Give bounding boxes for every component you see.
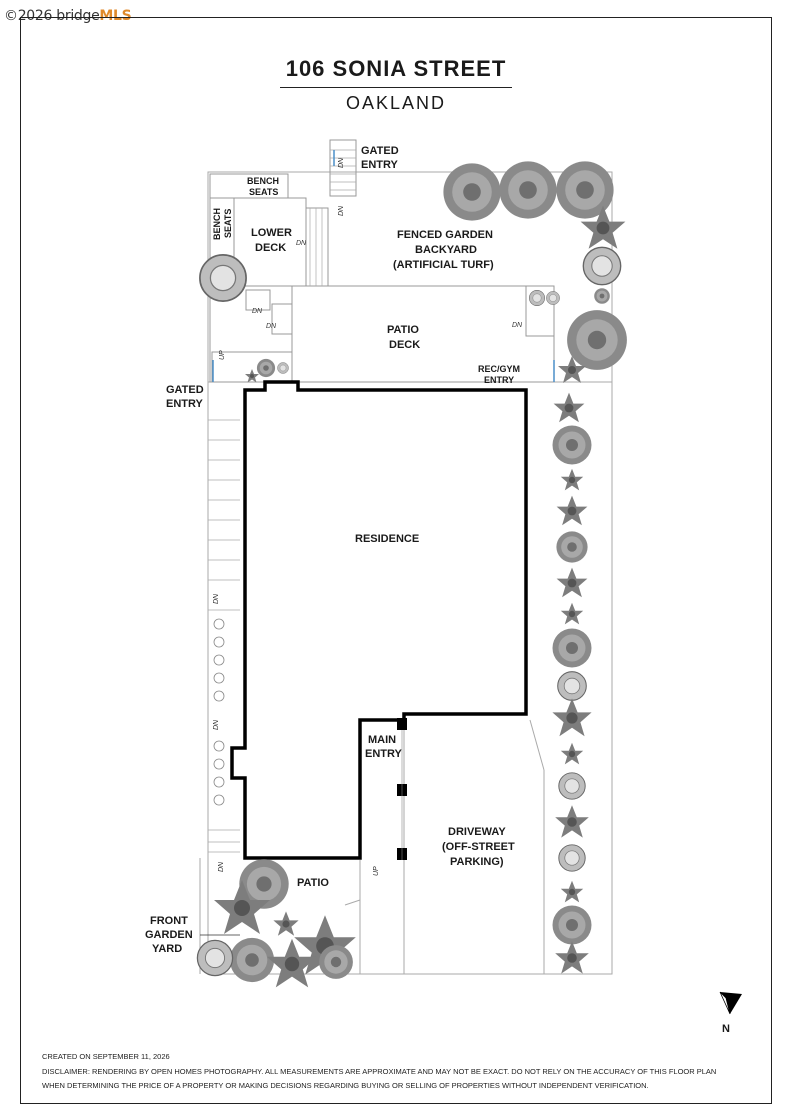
dn-marker: DN: [213, 593, 220, 604]
disclaimer-line-2: WHEN DETERMINING THE PRICE OF A PROPERTY OR MAKING DECISIONS REGARDING BUYING OR SELLING OF PROPERTIES WITHOUT INDEPENDENT VERIFICATION.: [42, 1081, 649, 1090]
fenced-garden-l3: (ARTIFICIAL TURF): [393, 259, 494, 271]
area-labels: [145, 145, 520, 955]
dn-marker: DN: [213, 719, 220, 730]
lower-deck-l1: LOWER: [251, 227, 292, 239]
patio-label: PATIO: [297, 877, 329, 889]
main-entry-l1: MAIN: [368, 734, 397, 746]
north-label: N: [722, 1023, 730, 1035]
up-marker: UP: [373, 866, 380, 876]
dn-marker: DN: [296, 240, 307, 247]
watermark-copyright: ©2026 bridge: [4, 8, 100, 24]
page-subtitle: OAKLAND: [345, 93, 447, 113]
fenced-garden-l2: BACKYARD: [415, 244, 477, 256]
patio-deck-l2: DECK: [389, 339, 421, 351]
watermark-brand: MLS: [99, 8, 132, 24]
dn-marker: DN: [252, 308, 263, 315]
residence-outline: [232, 382, 526, 858]
dn-marker: DN: [512, 322, 523, 329]
gated-entry-side-l1: GATED: [166, 384, 204, 396]
dn-marker: DN: [338, 205, 345, 216]
gated-entry-side-l2: ENTRY: [166, 398, 203, 410]
dn-marker: DN: [218, 861, 225, 872]
driveway-l1: DRIVEWAY: [448, 826, 506, 838]
main-entry-l2: ENTRY: [365, 748, 402, 760]
side-yard-plants: [552, 393, 591, 974]
page-title: 106 SONIA STREET: [285, 56, 507, 81]
disclaimer-line-1: DISCLAIMER: RENDERING BY OPEN HOMES PHOTOGRAPHY. ALL MEASUREMENTS ARE APPROXIMATE AND MAY NOT BE EXACT. DO NOT RELY ON THE ACCURACY OF THIS FLOOR PLAN: [42, 1067, 717, 1076]
north-arrow-icon: [720, 992, 742, 1014]
gated-entry-top-l2: ENTRY: [361, 159, 398, 171]
bench-seats-top-l2: SEATS: [249, 187, 279, 197]
stepping-stones: [214, 619, 224, 805]
patio-deck-l1: PATIO: [387, 324, 419, 336]
rec-gym-l2: ENTRY: [484, 375, 515, 385]
front-garden-l1: FRONT: [150, 915, 188, 927]
front-garden-plants: [197, 859, 355, 987]
front-garden-l2: GARDEN: [145, 929, 193, 941]
rec-gym-l1: REC/GYM: [478, 364, 521, 374]
gated-entry-top-l1: GATED: [361, 145, 399, 157]
residence-label: RESIDENCE: [355, 533, 420, 545]
driveway-l2: (OFF-STREET: [442, 841, 515, 853]
fenced-garden-l1: FENCED GARDEN: [397, 229, 493, 241]
created-date: CREATED ON SEPTEMBER 11, 2026: [42, 1052, 170, 1061]
front-garden-l3: YARD: [152, 943, 183, 955]
driveway-l3: PARKING): [450, 856, 504, 868]
dn-marker: DN: [266, 323, 277, 330]
lower-deck-l2: DECK: [255, 242, 287, 254]
bench-seats-side-l1: BENCH: [212, 207, 222, 240]
bench-seats-side-l2: SEATS: [223, 208, 233, 238]
dn-marker: DN: [338, 157, 345, 168]
up-marker: UP: [219, 350, 226, 360]
bench-seats-top-l1: BENCH: [247, 176, 280, 186]
